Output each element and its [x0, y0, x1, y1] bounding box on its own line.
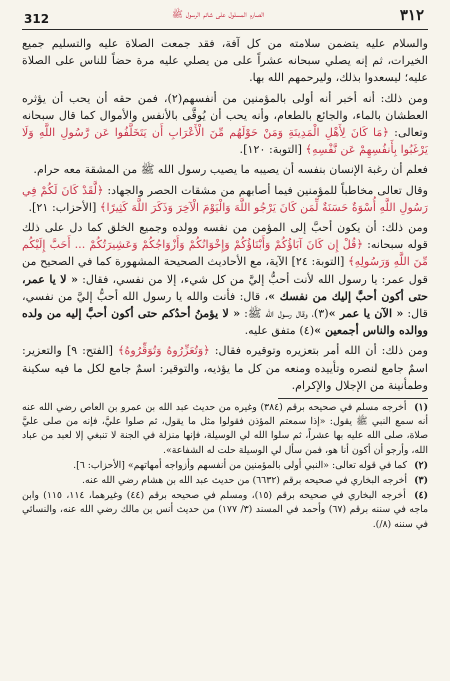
footnote — [22, 489, 428, 532]
paragraph-text: والسلام عليه يتضمن سلامته من كل آفة، فقد جمعت الصلاة عليه والتسليم جميع الخيرات، ثم إنه يصلي سبحانه عشراً على من يصلي عليه مرة حضاً للناس على الصلاة عليه؛ ليسعدوا بذلك، وليرحمهم الله بها. — [22, 37, 428, 85]
footnote-text: أخرجه البخاري في صحيحه برقم (١٥)، ومسلم في صحيحه برقم (٤٤) وغيرهما، ١١٤، ١١٥) وابن ماجه في سننه برقم (٦٧) وأحمد في المسند (٣/ ١٧٧) من حديث أنس بن مالك رضي الله عنه، والنسائي في سننه (٨/). — [22, 490, 428, 530]
footnote-number: (٢) — [414, 459, 428, 471]
footnote-number: (٤) — [414, 490, 429, 502]
paragraph — [22, 90, 428, 159]
verse-reference: [التوبة: ١٢٠]. — [239, 143, 302, 157]
footnote — [22, 459, 428, 473]
quran-verse: ﴿وَتُعَزِّرُوهُ وَتُوَقِّرُوهُ﴾ — [117, 344, 210, 358]
verse-reference: [الأحزاب: ٢١]. — [28, 200, 97, 214]
verse-reference: [الفتح: ٩] — [66, 344, 114, 358]
quran-verse: ﴿لَّقَدْ كَانَ لَكُمْ فِي رَسُولِ اللَّهِ أُسْوَةٌ حَسَنَةٌ لِّمَن كَانَ يَرْجُو اللَّهَ وَالْيَوْمَ الْآخِرَ وَذَكَرَ اللَّهَ كَثِيرًا﴾ — [22, 183, 428, 214]
page-number-latin: 312 — [24, 12, 50, 26]
quran-verse: ﴿مَا كَانَ لِأَهْلِ الْمَدِينَةِ وَمَنْ حَوْلَهُم مِّنَ الْأَعْرَابِ أَن يَتَخَلَّفُوا عَن رَّسُولِ اللَّهِ وَلَا يَرْغَبُوا بِأَنفُسِهِمْ عَن نَّفْسِهِ﴾ — [22, 126, 428, 157]
hadith-quote: « لا يا عمر، حتى أكون أحبَّ إليك من نفسك » — [22, 271, 429, 303]
footnote — [22, 401, 428, 458]
paragraph-text: ، فمن حقه أن يحب أن يؤثره العطشان بالماء، والجائع بالطعام، وأنه يحب أن يُوقَّى بالأنفس والأموال كما قال سبحانه وتعالى: — [22, 91, 428, 140]
footnote — [22, 474, 428, 488]
paragraph-text: ، قال: فأنت والله يا رسول الله أحبُّ إليَّ من نفسي، قال: — [22, 289, 429, 321]
paragraph — [22, 219, 428, 339]
footnote-ref: (٣) — [313, 307, 329, 321]
footnote-text: كما في قوله تعالى: «النبي أولى بالمؤمنين من أنفسهم وأزواجه أمهاتهم» [الأحزاب: ٦]. — [73, 459, 408, 471]
footnote-ref: (٤) — [299, 324, 315, 338]
paragraph — [22, 161, 428, 178]
paragraph-text: فعلم أن رغبة الإنسان بنفسه أن يصيبه ما يصيب رسول الله ﷺ من المشقة معه حرام. — [33, 163, 428, 177]
quran-verse: ﴿قُلْ إِن كَانَ آبَاؤُكُمْ وَأَبْنَاؤُكُمْ وَإِخْوَانُكُمْ وَأَزْوَاجُكُمْ وَعَشِيرَتُكُمْ ... أَحَبَّ إِلَيْكُم مِّنَ اللَّهِ وَرَسُولِهِ﴾ — [22, 238, 429, 269]
paragraph — [22, 182, 428, 216]
verse-reference: [التوبة: ٢٤] الآية، مع الأحاديث الصحيحة المشهورة كما في الصحيح من قول عمر: يا رسول الله لأنت أحبُّ إليَّ من كل شيء، إلا من نفسي، فقال: — [22, 255, 429, 286]
footnote-number: (٣) — [414, 475, 428, 487]
paragraph — [22, 35, 428, 87]
footnote-ref: (٢) — [167, 91, 183, 105]
paragraph-text: والتعزير: اسمٌ جامع لنصره وتأييده ومنعه من كل ما يؤذيه، والتوقير: اسمٌ جامع لكل ما فيه سكينة وطمأنينة من الإجلال والإكرام. — [22, 344, 428, 392]
page-header — [22, 4, 428, 30]
paragraph-text: ومن ذلك: أنه أخبر أنه أولى بالمؤمنين من أنفسهم — [182, 91, 428, 105]
hadith-quote: « الآن يا عمر » — [328, 306, 404, 321]
footnotes — [22, 401, 428, 532]
main-text — [22, 30, 428, 394]
paragraph-text: ومن ذلك: أن الله أمر بتعزيره وتوقيره فقال: — [214, 344, 429, 358]
footnotes-divider — [278, 398, 428, 399]
footnote-text: أخرجه البخاري في صحيحه برقم (٦٦٣٢) من حديث عبد الله بن هشام رضي الله عنه. — [81, 475, 408, 487]
paragraph-text: ومن ذلك: أن يكون أحبَّ إلى المؤمن من نفسه وولده وجميع الخلق كما دل على ذلك قوله سبحانه: — [22, 221, 429, 252]
running-title: الصارم المسلول على شاتم الرسول ﷺ — [172, 10, 265, 20]
paragraph-text: ، وقال رسول الله ﷺ: — [244, 307, 314, 321]
footnote-number: (١) — [414, 402, 429, 414]
footnote-text: أخرجه مسلم في صحيحه برقم (٣٨٤) وغيره من حديث عبد الله بن عمرو بن العاص رضي الله عنه أنه سمع النبي ﷺ يقول: «إذا سمعتم المؤذن فقولوا مثل ما يقول، ثم صلوا عليَّ، فإنه من صلى عليَّ صلاة، صلى الله عليه بها عشراً، ثم سلوا الله لي الوسيلة، فإنها منزلة في الجنة لا تنبغي إلا لعبد من عباد الله، وأرجو أن أكون أنا هو، فمن سأل لي الوسيلة حلت له الشفاعة». — [22, 402, 428, 456]
page-number-arabic: ٣١٢ — [399, 6, 424, 24]
paragraph-text: متفق عليه. — [244, 324, 296, 338]
hadith-quote: « لا يؤمنُ أحدُكم حتى أكون أحبَّ إليه من ولده ووالده والناس أجمعين » — [22, 306, 428, 338]
paragraph-text: وقال تعالى مخاطباً للمؤمنين فيما أصابهم من مشقات الحصر والجهاد: — [107, 183, 428, 197]
paragraph — [22, 342, 428, 394]
